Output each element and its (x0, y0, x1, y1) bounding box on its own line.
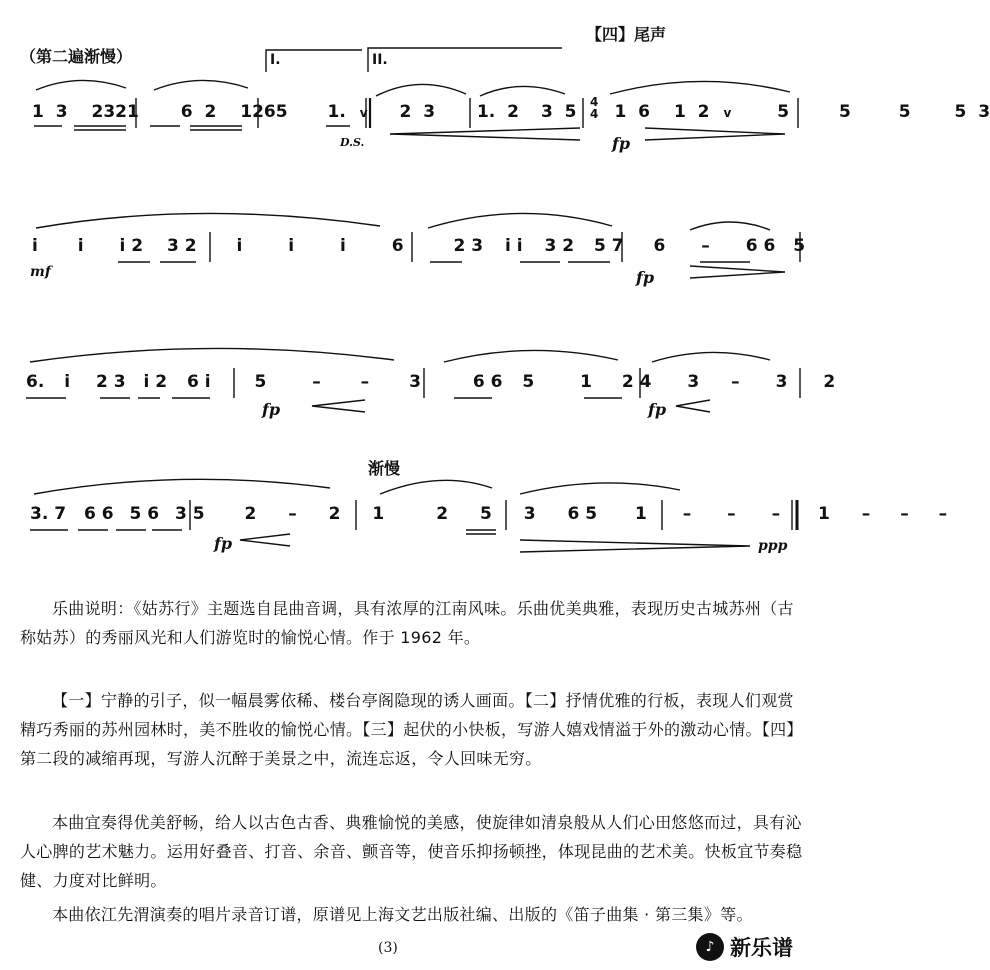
note-group: 1 (818, 504, 830, 524)
description-paragraph-4: 本曲依江先渭演奏的唱片录音订谱，原谱见上海文艺出版社编、出版的《笛子曲集 · 第三集》等。 (52, 905, 753, 924)
note-group: 2 3 (95, 372, 126, 392)
score-line-2 (32, 236, 805, 256)
note-group: 2 4 (621, 372, 652, 392)
note-group: 5 (838, 102, 851, 122)
brand-name: 新乐谱 (730, 936, 793, 960)
music-disc-icon: ♪ (696, 933, 724, 961)
note-group: 6 (391, 236, 404, 256)
dynamic-fp: fp (612, 134, 631, 153)
note-group: 5 7 (594, 236, 624, 256)
note-group: 3 (523, 504, 536, 524)
note-group: 1 2 (673, 102, 710, 122)
note-group: – (288, 504, 297, 524)
note-group: i 2 (119, 236, 144, 256)
note-group: 5 (898, 102, 911, 122)
page-number: (3) (378, 940, 398, 956)
note-group: 3 (687, 372, 700, 392)
note-group: 5 (793, 236, 806, 256)
note-group: 6. (26, 372, 45, 392)
section-label: 【四】尾声 (586, 25, 667, 44)
note-group: 3 5 (174, 504, 205, 524)
note-group: 1. (327, 102, 346, 122)
dynamic-ppp: ppp (758, 538, 788, 554)
score-line-4 (30, 504, 947, 524)
note-group: 6 6 (745, 236, 776, 256)
note-group: 6 (653, 236, 666, 256)
note-group: i i (505, 236, 523, 256)
dynamic-fp: fp (214, 534, 233, 553)
note-group: – (900, 504, 909, 524)
breath-mark: v (359, 106, 368, 120)
note-group: i (64, 372, 71, 392)
note-group: 2321 (91, 102, 139, 122)
time-sig-top: 4 (590, 95, 599, 109)
note-group: – (701, 236, 710, 256)
score-graphics (0, 0, 830, 560)
note-group: i (77, 236, 84, 256)
note-group: 5 (254, 372, 267, 392)
description-paragraph-3: 本曲宜奏得优美舒畅，给人以古色古香、典雅愉悦的美感，使旋律如清泉般从人们心田悠悠而过，具有沁人心脾的艺术魅力。运用好叠音、打音、余音、颤音等，使音乐抑扬顿挫，体现昆曲的艺术美。快板宜节奏稳健、力度对比鲜明。 (20, 813, 803, 890)
slow-mark: 渐慢 (368, 459, 401, 478)
note-group: 1 6 (614, 102, 651, 122)
note-group: – (360, 372, 370, 392)
note-group: 6 6 (83, 504, 114, 524)
volta-2: II. (372, 52, 388, 68)
note-group: 2 (436, 504, 449, 524)
note-group: 2 (244, 504, 257, 524)
note-group: i (236, 236, 243, 256)
note-group: i (288, 236, 295, 256)
dynamic-fp: fp (262, 400, 281, 419)
note-group: 1265 (240, 102, 288, 122)
note-group: – (731, 372, 740, 392)
note-group: – (727, 504, 736, 524)
dynamic-mf: mf (30, 264, 51, 280)
note-group: 5 (479, 504, 492, 524)
breath-mark: v (723, 106, 732, 120)
note-group: 6 2 (180, 102, 217, 122)
note-group: 1 (372, 504, 385, 524)
note-group: – (312, 372, 321, 392)
note-group: 3. 7 (30, 504, 67, 524)
note-group: 5 (522, 372, 535, 392)
description-paragraph-1: 乐曲说明：《姑苏行》主题选自昆曲音调，具有浓厚的江南风味。乐曲优美典雅，表现历史古城苏州（古称姑苏）的秀丽风光和人们游览时的愉悦心情。作于 1962 年。 (20, 599, 794, 647)
note-group: – (861, 504, 871, 524)
note-group: 1 3 (32, 102, 68, 122)
score-line-1 (32, 102, 990, 122)
note-group: 3 2 (167, 236, 197, 256)
note-group: 2 3 (453, 236, 484, 256)
note-group: 3 5 (540, 102, 577, 122)
note-group: 1 (580, 372, 592, 392)
note-group: 1 (634, 504, 647, 524)
watermark-logo (696, 930, 826, 964)
note-group: 5 (777, 102, 790, 122)
note-group: 6 i (186, 372, 211, 392)
note-group: 3 2 (544, 236, 575, 256)
note-group: 5 3 (954, 102, 990, 122)
note-group: 2 (823, 372, 836, 392)
tempo-note: （第二遍渐慢） (20, 47, 133, 66)
note-group: 6 5 (567, 504, 598, 524)
volta-1: I. (270, 52, 281, 68)
note-group: 3 (409, 372, 421, 392)
note-group: – (771, 504, 781, 524)
note-group: i (340, 236, 346, 256)
note-group: 3 (775, 372, 788, 392)
time-sig-bottom: 4 (590, 107, 599, 121)
dynamic-fp: fp (636, 268, 655, 287)
ds-mark: D.S. (340, 136, 365, 149)
score-line-3 (26, 372, 835, 392)
note-group: 2 3 (399, 102, 436, 122)
note-group: – (682, 504, 692, 524)
note-group: i (32, 236, 38, 256)
dynamic-fp: fp (648, 400, 667, 419)
description-paragraph-2: 【一】宁静的引子，似一幅晨雾依稀、楼台亭阁隐现的诱人画面。【二】抒情优雅的行板，表现人们观赏精巧秀丽的苏州园林时，美不胜收的愉悦心情。【三】起伏的小快板，写游人嬉戏情溢于外的激动心情。【四】第二段的减缩再现，写游人沉醉于美景之中，流连忘返，令人回味无穷。 (20, 691, 803, 768)
note-group: 1. 2 (476, 102, 520, 122)
note-group: i 2 (143, 372, 168, 392)
note-group: 2 (328, 504, 341, 524)
note-group: 5 6 (129, 504, 160, 524)
note-group: 6 6 (472, 372, 503, 392)
note-group: – (938, 504, 948, 524)
